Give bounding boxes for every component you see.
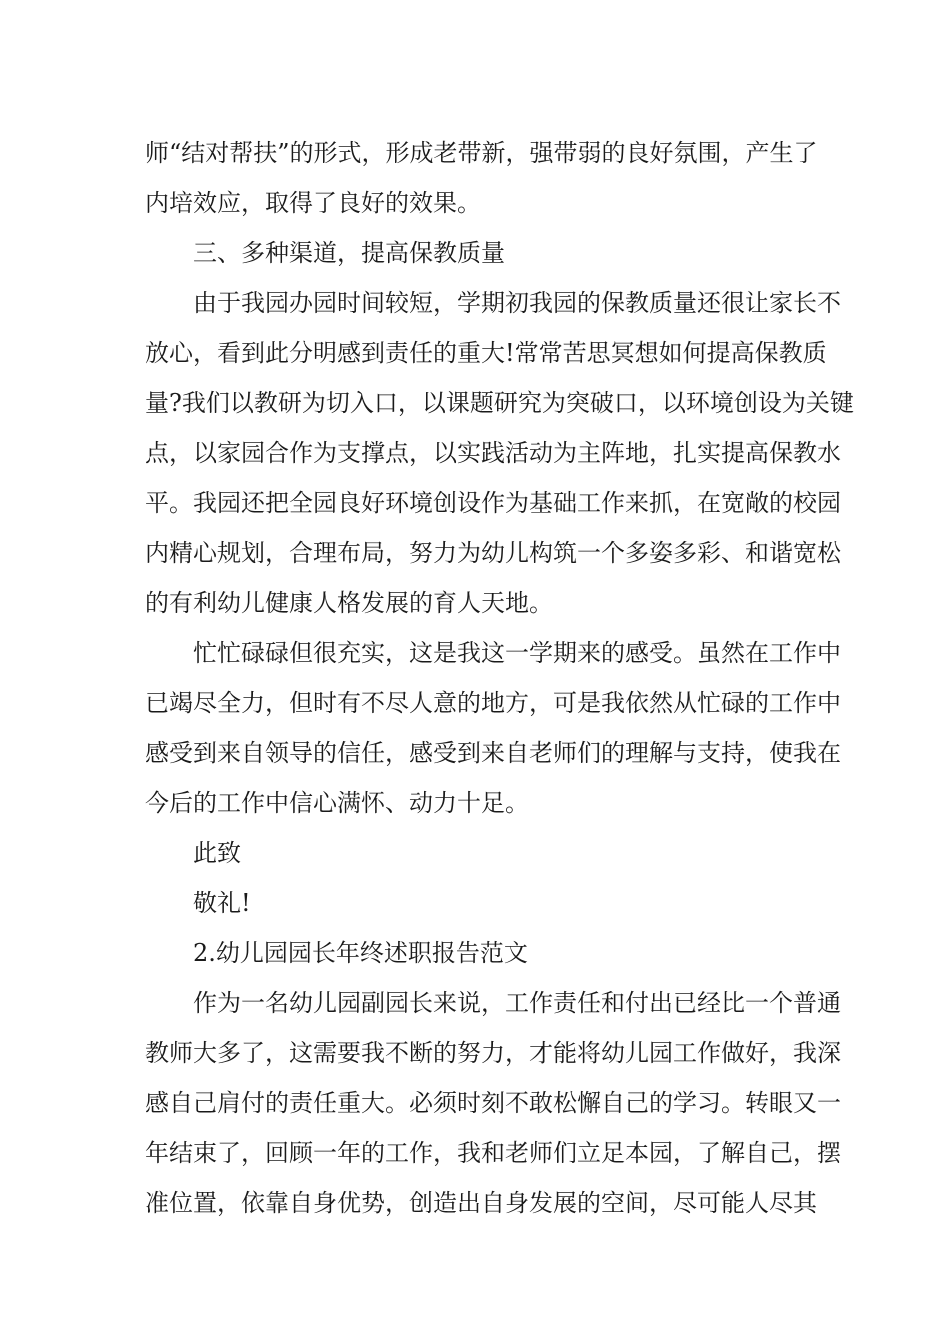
text-line: 量?我们以教研为切入口，以课题研究为突破口，以环境创设为关键 [145, 389, 854, 417]
text-line: 感受到来自领导的信任，感受到来自老师们的理解与支持，使我在 [145, 739, 841, 767]
closing-line: 此致 [193, 839, 241, 867]
text-line: 师“结对帮扶”的形式，形成老带新，强带弱的良好氛围，产生了 [145, 139, 818, 167]
text-line: 平。我园还把全园良好环境创设作为基础工作来抓，在宽敞的校园 [145, 489, 841, 517]
text-line: 感自己肩付的责任重大。必须时刻不敢松懈自己的学习。转眼又一 [145, 1089, 841, 1117]
text-line: 教师大多了，这需要我不断的努力，才能将幼儿园工作做好，我深 [145, 1039, 841, 1067]
text-line: 的有利幼儿健康人格发展的育人天地。 [145, 589, 553, 617]
text-line: 内精心规划，合理布局，努力为幼儿构筑一个多姿多彩、和谐宽松 [145, 539, 841, 567]
text-line: 忙忙碌碌但很充实，这是我这一学期来的感受。虽然在工作中 [193, 639, 841, 667]
text-line: 准位置，依靠自身优势，创造出自身发展的空间，尽可能人尽其 [145, 1189, 817, 1217]
section-heading: 三、多种渠道，提高保教质量 [193, 239, 505, 267]
text-line: 今后的工作中信心满怀、动力十足。 [145, 789, 529, 817]
section-heading: 2.幼儿园园长年终述职报告范文 [193, 939, 528, 967]
text-line: 已竭尽全力，但时有不尽人意的地方，可是我依然从忙碌的工作中 [145, 689, 841, 717]
text-line: 年结束了，回顾一年的工作，我和老师们立足本园，了解自己，摆 [145, 1139, 841, 1167]
text-line: 点，以家园合作为支撑点，以实践活动为主阵地，扎实提高保教水 [145, 439, 841, 467]
text-line: 作为一名幼儿园副园长来说，工作责任和付出已经比一个普通 [193, 989, 841, 1017]
text-line: 放心，看到此分明感到责任的重大!常常苦思冥想如何提高保教质 [145, 339, 827, 367]
closing-line: 敬礼! [193, 889, 251, 917]
text-line: 由于我园办园时间较短，学期初我园的保教质量还很让家长不 [193, 289, 841, 317]
text-line: 内培效应，取得了良好的效果。 [145, 189, 481, 217]
